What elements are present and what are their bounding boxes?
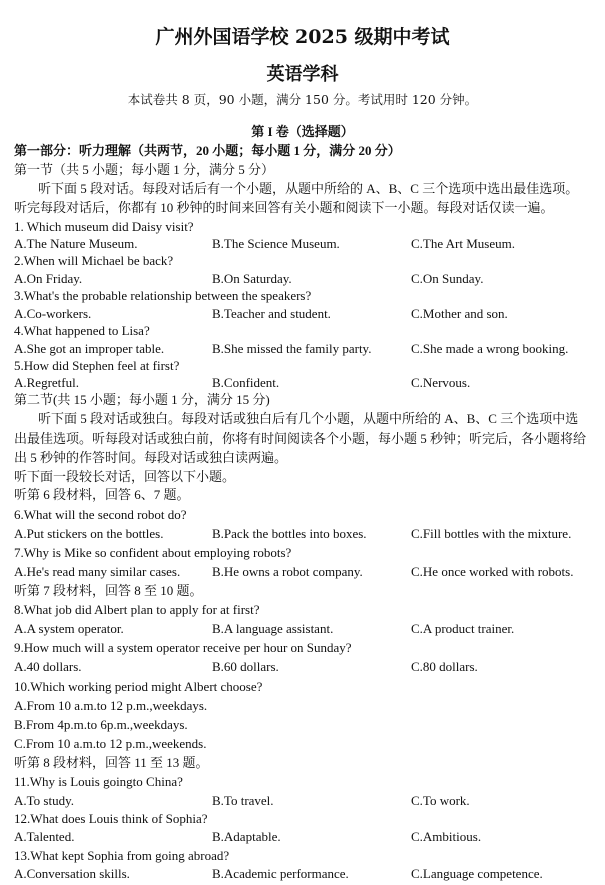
question-3: 3.What's the probable relationship between the speakers? bbox=[14, 288, 312, 303]
q7-option-b[interactable]: B.He owns a robot company. bbox=[212, 564, 363, 579]
q5-option-c[interactable]: C.Nervous. bbox=[411, 375, 471, 390]
q2-option-a[interactable]: A.On Friday. bbox=[14, 271, 83, 286]
q2-option-c[interactable]: C.On Sunday. bbox=[411, 271, 484, 286]
q7-option-c[interactable]: C.He once worked with robots. bbox=[411, 564, 574, 579]
q9-option-a[interactable]: A.40 dollars. bbox=[14, 659, 82, 674]
section2-instr-4: 听下面一段较长对话，回答以下小题。 bbox=[14, 469, 236, 484]
q4-option-a[interactable]: A.She got an improper table. bbox=[14, 341, 165, 356]
section1-instr-1: 听下面 5 段对话。每段对话后有一个小题，从题中所给的 A、B、C 三个选项中选出最佳选项。 bbox=[38, 181, 579, 196]
question-11: 11.Why is Louis goingto China? bbox=[14, 774, 183, 789]
q2-option-b[interactable]: B.On Saturday. bbox=[212, 271, 292, 286]
subject-title: 英语学科 bbox=[266, 64, 339, 85]
question-13: 13.What kept Sophia from going abroad? bbox=[14, 848, 230, 863]
q12-option-b[interactable]: B.Adaptable. bbox=[212, 829, 281, 844]
question-8: 8.What job did Albert plan to apply for at first? bbox=[14, 602, 260, 617]
q3-option-a[interactable]: A.Co-workers. bbox=[14, 306, 92, 321]
question-10: 10.Which working period might Albert choose? bbox=[14, 679, 263, 694]
q3-option-b[interactable]: B.Teacher and student. bbox=[212, 306, 331, 321]
question-5: 5.How did Stephen feel at first? bbox=[14, 358, 180, 373]
q6-option-c[interactable]: C.Fill bottles with the mixture. bbox=[411, 526, 572, 541]
q9-option-c[interactable]: C.80 dollars. bbox=[411, 659, 478, 674]
exam-info: 本试卷共 8 页，90 小题，满分 150 分。考试用时 120 分钟。 bbox=[127, 92, 478, 107]
part-heading: 第一部分：听力理解（共两节，20 小题；每小题 1 分，满分 20 分） bbox=[14, 143, 401, 158]
q8-option-b[interactable]: B.A language assistant. bbox=[212, 621, 334, 636]
material-7-heading: 听第 7 段材料，回答 8 至 10 题。 bbox=[14, 583, 203, 598]
question-12: 12.What does Louis think of Sophia? bbox=[14, 811, 208, 826]
q5-option-a[interactable]: A.Regretful. bbox=[14, 375, 79, 390]
section2-instr-3: 出 5 秒钟的作答时间。每段对话或独白读两遍。 bbox=[14, 450, 288, 465]
volume-heading: 第 I 卷（选择题） bbox=[251, 124, 354, 139]
question-7: 7.Why is Mike so confident about employing robots? bbox=[14, 545, 292, 560]
material-6-heading: 听第 6 段材料，回答 6、7 题。 bbox=[14, 487, 190, 502]
q11-option-b[interactable]: B.To travel. bbox=[212, 793, 274, 808]
question-1: 1. Which museum did Daisy visit? bbox=[14, 219, 194, 234]
material-8-heading: 听第 8 段材料，回答 11 至 13 题。 bbox=[14, 755, 209, 770]
q10-option-c[interactable]: C.From 10 a.m.to 12 p.m.,weekends. bbox=[14, 736, 207, 751]
q10-option-a[interactable]: A.From 10 a.m.to 12 p.m.,weekdays. bbox=[14, 698, 208, 713]
question-2: 2.When will Michael be back? bbox=[14, 253, 174, 268]
q1-option-c[interactable]: C.The Art Museum. bbox=[411, 236, 515, 251]
q11-option-a[interactable]: A.To study. bbox=[14, 793, 74, 808]
question-9: 9.How much will a system operator receive per hour on Sunday? bbox=[14, 640, 352, 655]
section2-title: 第二节(共 15 小题；每小题 1 分，满分 15 分) bbox=[14, 392, 270, 407]
section2-instr-1: 听下面 5 段对话或独白。每段对话或独白后有几个小题，从题中所给的 A、B、C 三个选项中选 bbox=[38, 411, 579, 426]
q3-option-c[interactable]: C.Mother and son. bbox=[411, 306, 508, 321]
section1-title: 第一节（共 5 小题；每小题 1 分，满分 5 分） bbox=[14, 162, 275, 177]
q12-option-a[interactable]: A.Talented. bbox=[14, 829, 75, 844]
q9-option-b[interactable]: B.60 dollars. bbox=[212, 659, 279, 674]
q5-option-b[interactable]: B.Confident. bbox=[212, 375, 280, 390]
q13-option-b[interactable]: B.Academic performance. bbox=[212, 866, 349, 881]
q12-option-c[interactable]: C.Ambitious. bbox=[411, 829, 482, 844]
q13-option-c[interactable]: C.Language competence. bbox=[411, 866, 543, 881]
exam-title: 广州外国语学校 2025 级期中考试 bbox=[155, 26, 450, 48]
q7-option-a[interactable]: A.He's read many similar cases. bbox=[14, 564, 181, 579]
q10-option-b[interactable]: B.From 4p.m.to 6p.m.,weekdays. bbox=[14, 717, 188, 732]
question-6: 6.What will the second robot do? bbox=[14, 507, 187, 522]
q8-option-c[interactable]: C.A product trainer. bbox=[411, 621, 515, 636]
q4-option-c[interactable]: C.She made a wrong booking. bbox=[411, 341, 569, 356]
q6-option-a[interactable]: A.Put stickers on the bottles. bbox=[14, 526, 164, 541]
q11-option-c[interactable]: C.To work. bbox=[411, 793, 470, 808]
q4-option-b[interactable]: B.She missed the family party. bbox=[212, 341, 372, 356]
section1-instr-2: 听完每段对话后，你都有 10 秒钟的时间来回答有关小题和阅读下一小题。每段对话仅读一遍。 bbox=[14, 200, 554, 215]
question-4: 4.What happened to Lisa? bbox=[14, 323, 150, 338]
q6-option-b[interactable]: B.Pack the bottles into boxes. bbox=[212, 526, 367, 541]
q13-option-a[interactable]: A.Conversation skills. bbox=[14, 866, 130, 881]
section2-instr-2: 出最佳选项。听每段对话或独白前，你将有时间阅读各个小题，每小题 5 秒钟；听完后，各小题将给 bbox=[14, 431, 587, 446]
q1-option-a[interactable]: A.The Nature Museum. bbox=[14, 236, 138, 251]
q1-option-b[interactable]: B.The Science Museum. bbox=[212, 236, 340, 251]
q8-option-a[interactable]: A.A system operator. bbox=[14, 621, 124, 636]
